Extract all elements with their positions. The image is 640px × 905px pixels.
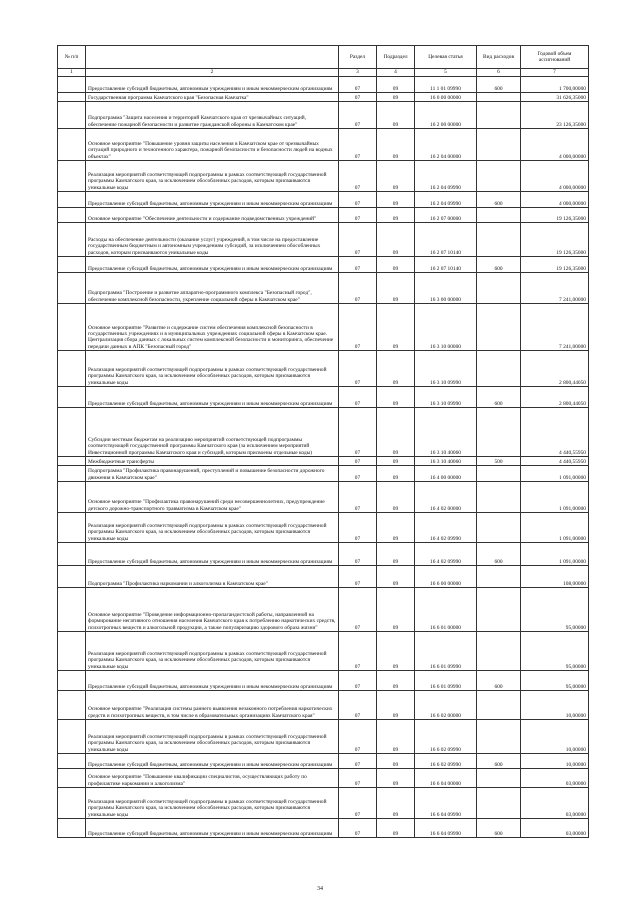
row-expense-type <box>477 720 521 754</box>
row-num <box>58 632 86 671</box>
row-expense-type: 500 <box>477 457 521 466</box>
table-row <box>58 257 589 273</box>
row-target-article: 16 3 10 09990 <box>415 387 477 408</box>
row-name: Основное мероприятие "Повышение уровня защиты населения в Камчатском крае от чрезвычайных ситуаций природного и техногенного характера, пожарной безопасности и безопасности людей на водных объектах" <box>86 129 339 161</box>
row-razdel: 07 <box>339 102 377 129</box>
row-num <box>58 691 86 720</box>
row-name: Субсидии местным бюджетам на реализацию мероприятий соответствующей подпрограммы соответствующей государственной программы Камчатского края (за исключением мероприятий Инвестиционной программы Камчатского края и субсидий, которым присвоены отдельные коды) <box>86 408 339 457</box>
row-num <box>58 223 86 257</box>
column-number: 4 <box>377 69 415 77</box>
row-target-article: 16 6 04 09990 <box>415 819 477 838</box>
row-expense-type <box>477 161 521 192</box>
row-sum: 19 126,35000 <box>521 208 589 223</box>
row-expense-type <box>477 223 521 257</box>
row-podrazdel: 09 <box>377 720 415 754</box>
row-razdel: 07 <box>339 754 377 769</box>
row-expense-type: 600 <box>477 671 521 691</box>
row-num <box>58 513 86 543</box>
row-target-article: 16 6 01 09990 <box>415 632 477 671</box>
row-target-article: 16 2 07 00000 <box>415 208 477 223</box>
row-target-article: 16 4 02 09990 <box>415 543 477 566</box>
row-expense-type <box>477 304 521 351</box>
row-razdel: 07 <box>339 819 377 838</box>
row-num <box>58 671 86 691</box>
row-name: Реализация мероприятий соответствующей подпрограммы в рамках соответствующей государственной программы Камчатского края, за исключением обособленных расходов, которым присваиваются уникальные коды <box>86 351 339 387</box>
row-expense-type: 600 <box>477 192 521 208</box>
row-sum: 03,00000 <box>521 788 589 819</box>
row-target-article: 16 2 04 00000 <box>415 129 477 161</box>
table-row <box>58 769 589 788</box>
row-name: Основное мероприятие "Развитие и содержание систем обеспечения комплексной безопасности в государственных учреждениях и в муниципальных учреждениях социальной сферы в Камчатском крае. Централизация сбора данных с локальных систем комплексной безопасности и мониторинга, обеспечение передачи данных в АПК "Безопасный город" <box>86 304 339 351</box>
row-expense-type <box>477 588 521 632</box>
row-name: Основное мероприятие "Обеспечение деятельности и содержание подведомственных учреждений" <box>86 208 339 223</box>
row-name: Предоставление субсидий бюджетным, автономным учреждениям и иным некоммерческим организациям <box>86 754 339 769</box>
row-razdel: 07 <box>339 632 377 671</box>
row-podrazdel: 09 <box>377 788 415 819</box>
header-num: № п/п <box>58 46 86 69</box>
row-target-article: 16 6 01 00000 <box>415 588 477 632</box>
row-razdel: 07 <box>339 351 377 387</box>
row-name: Реализация мероприятий соответствующей подпрограммы в рамках соответствующей государственной программы Камчатского края, за исключением обособленных расходов, которым присваиваются уникальные коды <box>86 720 339 754</box>
table-row <box>58 161 589 192</box>
row-sum: 1 091,00000 <box>521 513 589 543</box>
row-podrazdel: 09 <box>377 482 415 513</box>
row-target-article: 16 2 04 09990 <box>415 192 477 208</box>
row-razdel: 07 <box>339 691 377 720</box>
table-row <box>58 93 589 102</box>
row-sum: 4 000,00000 <box>521 129 589 161</box>
row-podrazdel: 09 <box>377 351 415 387</box>
table-row <box>58 102 589 129</box>
row-sum: 23 126,35000 <box>521 102 589 129</box>
row-podrazdel: 09 <box>377 671 415 691</box>
row-expense-type <box>477 482 521 513</box>
column-number: 7 <box>521 69 589 77</box>
row-sum: 108,00000 <box>521 566 589 588</box>
row-razdel: 07 <box>339 482 377 513</box>
row-name: Межбюджетные трансферты <box>86 457 339 466</box>
row-podrazdel: 09 <box>377 208 415 223</box>
row-target-article: 16 4 02 09990 <box>415 513 477 543</box>
row-expense-type <box>477 93 521 102</box>
row-num <box>58 588 86 632</box>
table-row <box>58 588 589 632</box>
row-num <box>58 457 86 466</box>
row-num <box>58 754 86 769</box>
row-podrazdel: 09 <box>377 387 415 408</box>
row-num <box>58 257 86 273</box>
row-num <box>58 102 86 129</box>
row-podrazdel: 09 <box>377 691 415 720</box>
row-num <box>58 408 86 457</box>
column-number: 6 <box>477 69 521 77</box>
row-num <box>58 161 86 192</box>
row-name: Предоставление субсидий бюджетным, автономным учреждениям и иным некоммерческим организациям <box>86 77 339 93</box>
row-sum: 10,00000 <box>521 754 589 769</box>
table-row <box>58 457 589 466</box>
row-expense-type <box>477 632 521 671</box>
row-name: Реализация мероприятий соответствующей подпрограммы в рамках соответствующей государственной программы Камчатского края, за исключением обособленных расходов, которым присваиваются уникальные коды <box>86 513 339 543</box>
row-podrazdel: 09 <box>377 77 415 93</box>
row-podrazdel: 09 <box>377 754 415 769</box>
row-name: Основное мероприятие "Проведение информационно-пропагандистской работы, направленной на формирование негативного отношения населения Камчатского края к потреблению наркотических средств, психотропных веществ и алкогольной продукции, а также популяризацию здорового образа жизни" <box>86 588 339 632</box>
row-target-article: 11 1 01 09990 <box>415 77 477 93</box>
row-razdel: 07 <box>339 671 377 691</box>
row-razdel: 07 <box>339 387 377 408</box>
row-target-article: 16 3 00 00000 <box>415 273 477 304</box>
row-razdel: 07 <box>339 513 377 543</box>
row-target-article: 16 6 04 00000 <box>415 769 477 788</box>
row-expense-type <box>477 769 521 788</box>
row-expense-type: 600 <box>477 543 521 566</box>
row-sum: 4 440,55950 <box>521 408 589 457</box>
row-name: Предоставление субсидий бюджетным, автономным учреждениям и иным некоммерческим организациям <box>86 543 339 566</box>
column-number: 2 <box>86 69 339 77</box>
row-expense-type <box>477 513 521 543</box>
row-expense-type <box>477 466 521 482</box>
row-expense-type <box>477 208 521 223</box>
row-expense-type: 600 <box>477 257 521 273</box>
row-name: Подпрограмма "Защита населения и территорий Камчатского края от чрезвычайных ситуаций, обеспечение пожарной безопасности и развитие гражданской обороны в Камчатском крае" <box>86 102 339 129</box>
table-row <box>58 304 589 351</box>
column-numbers-row <box>58 69 589 77</box>
header-sum: Годовой объем ассигнований <box>521 46 589 69</box>
table-row <box>58 208 589 223</box>
table-row <box>58 387 589 408</box>
row-target-article: 16 3 10 40060 <box>415 457 477 466</box>
row-razdel: 07 <box>339 273 377 304</box>
row-name: Подпрограмма "Профилактика наркомании и алкоголизма в Камчатском крае" <box>86 566 339 588</box>
row-num <box>58 351 86 387</box>
row-name: Государственная программа Камчатского края "Безопасная Камчатка" <box>86 93 339 102</box>
column-number: 3 <box>339 69 377 77</box>
row-name: Предоставление субсидий бюджетным, автономным учреждениям и иным некоммерческим организациям <box>86 257 339 273</box>
row-podrazdel: 09 <box>377 304 415 351</box>
row-num <box>58 769 86 788</box>
row-podrazdel: 09 <box>377 192 415 208</box>
row-num <box>58 77 86 93</box>
row-name: Реализация мероприятий соответствующей подпрограммы в рамках соответствующей государственной программы Камчатского края, за исключением обособленных расходов, которым присваиваются уникальные коды <box>86 788 339 819</box>
row-num <box>58 387 86 408</box>
table-row <box>58 466 589 482</box>
row-razdel: 07 <box>339 129 377 161</box>
row-expense-type <box>477 129 521 161</box>
row-num <box>58 192 86 208</box>
row-num <box>58 819 86 838</box>
header-razdel: Раздел <box>339 46 377 69</box>
row-sum: 19 126,35000 <box>521 223 589 257</box>
row-razdel: 07 <box>339 208 377 223</box>
row-target-article: 16 2 00 00000 <box>415 102 477 129</box>
row-num <box>58 482 86 513</box>
column-number: 5 <box>415 69 477 77</box>
row-razdel: 07 <box>339 466 377 482</box>
table-row <box>58 632 589 671</box>
row-expense-type: 600 <box>477 819 521 838</box>
row-expense-type <box>477 788 521 819</box>
row-sum: 03,00000 <box>521 819 589 838</box>
row-target-article: 16 6 00 00000 <box>415 566 477 588</box>
row-target-article: 16 6 04 09990 <box>415 788 477 819</box>
row-razdel: 07 <box>339 543 377 566</box>
row-name: Подпрограмма "Профилактика правонарушений, преступлений и повышение безопасности дорожного движения в Камчатском крае" <box>86 466 339 482</box>
row-target-article: 16 0 00 00000 <box>415 93 477 102</box>
row-razdel: 07 <box>339 566 377 588</box>
row-sum: 95,00000 <box>521 588 589 632</box>
row-sum: 95,00000 <box>521 671 589 691</box>
row-num <box>58 304 86 351</box>
row-razdel: 07 <box>339 769 377 788</box>
row-podrazdel: 09 <box>377 129 415 161</box>
page-number: 34 <box>317 886 323 892</box>
row-sum: 7 241,00000 <box>521 304 589 351</box>
table-row <box>58 408 589 457</box>
row-target-article: 16 2 07 10140 <box>415 257 477 273</box>
row-num <box>58 129 86 161</box>
table-row <box>58 788 589 819</box>
row-num <box>58 93 86 102</box>
row-expense-type <box>477 351 521 387</box>
row-expense-type: 600 <box>477 77 521 93</box>
row-target-article: 16 6 01 09990 <box>415 671 477 691</box>
row-sum: 03,00000 <box>521 769 589 788</box>
row-podrazdel: 09 <box>377 543 415 566</box>
row-expense-type <box>477 102 521 129</box>
table-row <box>58 129 589 161</box>
budget-table <box>57 45 589 838</box>
row-sum: 4 000,00000 <box>521 161 589 192</box>
row-sum: 10,00000 <box>521 720 589 754</box>
row-target-article: 16 3 10 00000 <box>415 304 477 351</box>
row-podrazdel: 09 <box>377 273 415 304</box>
row-sum: 31 626,35000 <box>521 93 589 102</box>
column-number: 1 <box>58 69 86 77</box>
row-sum: 2 800,44050 <box>521 387 589 408</box>
row-target-article: 16 6 02 09990 <box>415 720 477 754</box>
table-row <box>58 720 589 754</box>
row-num <box>58 566 86 588</box>
row-name: Основное мероприятие "Реализация системы раннего выявления незаконного потребления наркотических средств и психотропных веществ, в том числе в образовательных организациях Камчатского края" <box>86 691 339 720</box>
row-name: Реализация мероприятий соответствующей подпрограммы в рамках соответствующей государственной программы Камчатского края, за исключением обособленных расходов, которым присваиваются уникальные коды <box>86 161 339 192</box>
row-expense-type <box>477 273 521 304</box>
row-podrazdel: 09 <box>377 632 415 671</box>
row-sum: 2 800,44050 <box>521 351 589 387</box>
table-row <box>58 543 589 566</box>
table-row <box>58 273 589 304</box>
row-num <box>58 543 86 566</box>
row-sum: 1 091,00000 <box>521 466 589 482</box>
row-podrazdel: 09 <box>377 257 415 273</box>
row-podrazdel: 09 <box>377 93 415 102</box>
row-name: Предоставление субсидий бюджетным, автономным учреждениям и иным некоммерческим организациям <box>86 819 339 838</box>
row-razdel: 07 <box>339 192 377 208</box>
row-razdel: 07 <box>339 408 377 457</box>
row-expense-type <box>477 566 521 588</box>
row-razdel: 07 <box>339 93 377 102</box>
row-name: Подпрограмма "Построение и развитие аппаратно-программного комплекса "Безопасный город", обеспечение комплексной безопасности, укрепление социальной сферы в Камчатском крае" <box>86 273 339 304</box>
row-sum: 4 440,55950 <box>521 457 589 466</box>
row-expense-type <box>477 691 521 720</box>
header-csr: Целевая статья <box>415 46 477 69</box>
table-header-row <box>58 46 589 69</box>
row-razdel: 07 <box>339 457 377 466</box>
row-podrazdel: 09 <box>377 513 415 543</box>
row-name: Предоставление субсидий бюджетным, автономным учреждениям и иным некоммерческим организациям <box>86 387 339 408</box>
row-podrazdel: 09 <box>377 466 415 482</box>
table-body <box>58 77 589 838</box>
row-target-article: 16 4 00 00000 <box>415 466 477 482</box>
row-num <box>58 273 86 304</box>
row-target-article: 16 2 07 10140 <box>415 223 477 257</box>
row-expense-type: 600 <box>477 387 521 408</box>
row-razdel: 07 <box>339 161 377 192</box>
header-vr: Вид расходов <box>477 46 521 69</box>
row-razdel: 07 <box>339 257 377 273</box>
row-sum: 1 700,00000 <box>521 77 589 93</box>
table-row <box>58 671 589 691</box>
table-row <box>58 223 589 257</box>
row-podrazdel: 09 <box>377 588 415 632</box>
row-sum: 1 091,00000 <box>521 543 589 566</box>
row-razdel: 07 <box>339 588 377 632</box>
row-razdel: 07 <box>339 223 377 257</box>
header-name <box>86 46 339 69</box>
row-sum: 95,00000 <box>521 632 589 671</box>
row-name: Расходы на обеспечение деятельности (оказание услуг) учреждений, в том числе на предоставление государственным бюджетным и автономным учреждениям субсидий, за исключением обособленных расходов, которым присваиваются уникальные коды <box>86 223 339 257</box>
row-target-article: 16 6 02 09990 <box>415 754 477 769</box>
row-sum: 4 000,00000 <box>521 192 589 208</box>
row-name: Реализация мероприятий соответствующей подпрограммы в рамках соответствующей государственной программы Камчатского края, за исключением обособленных расходов, которым присваиваются уникальные коды <box>86 632 339 671</box>
row-name: Основное мероприятие "Профилактика правонарушений среди несовершеннолетних, предупреждение детского дорожно-транспортного травматизма в Камчатском крае" <box>86 482 339 513</box>
row-num <box>58 720 86 754</box>
table-row <box>58 192 589 208</box>
table-row <box>58 691 589 720</box>
row-num <box>58 208 86 223</box>
row-sum: 10,00000 <box>521 691 589 720</box>
row-target-article: 16 4 02 00000 <box>415 482 477 513</box>
row-podrazdel: 09 <box>377 457 415 466</box>
row-sum: 1 091,00000 <box>521 482 589 513</box>
row-name: Предоставление субсидий бюджетным, автономным учреждениям и иным некоммерческим организациям <box>86 671 339 691</box>
row-expense-type: 600 <box>477 754 521 769</box>
row-target-article: 16 3 10 40060 <box>415 408 477 457</box>
table-row <box>58 819 589 838</box>
row-sum: 7 241,00000 <box>521 273 589 304</box>
table-row <box>58 566 589 588</box>
table-row <box>58 77 589 93</box>
row-podrazdel: 09 <box>377 566 415 588</box>
row-razdel: 07 <box>339 77 377 93</box>
row-name: Предоставление субсидий бюджетным, автономным учреждениям и иным некоммерческим организациям <box>86 192 339 208</box>
row-podrazdel: 09 <box>377 408 415 457</box>
header-podrazdel: Подраздел <box>377 46 415 69</box>
row-podrazdel: 09 <box>377 223 415 257</box>
table-row <box>58 482 589 513</box>
row-razdel: 07 <box>339 720 377 754</box>
row-num <box>58 788 86 819</box>
row-podrazdel: 09 <box>377 102 415 129</box>
row-expense-type <box>477 408 521 457</box>
row-name: Основное мероприятие "Повышение квалификации специалистов, осуществляющих работу по профилактике наркомании и алкоголизма" <box>86 769 339 788</box>
table-row <box>58 754 589 769</box>
row-sum: 19 126,35000 <box>521 257 589 273</box>
row-target-article: 16 2 04 09990 <box>415 161 477 192</box>
row-podrazdel: 09 <box>377 769 415 788</box>
row-podrazdel: 09 <box>377 161 415 192</box>
table-row <box>58 513 589 543</box>
row-podrazdel: 09 <box>377 819 415 838</box>
row-target-article: 16 3 10 09990 <box>415 351 477 387</box>
table-row <box>58 351 589 387</box>
row-razdel: 07 <box>339 304 377 351</box>
row-num <box>58 466 86 482</box>
row-razdel: 07 <box>339 788 377 819</box>
row-target-article: 16 6 02 00000 <box>415 691 477 720</box>
